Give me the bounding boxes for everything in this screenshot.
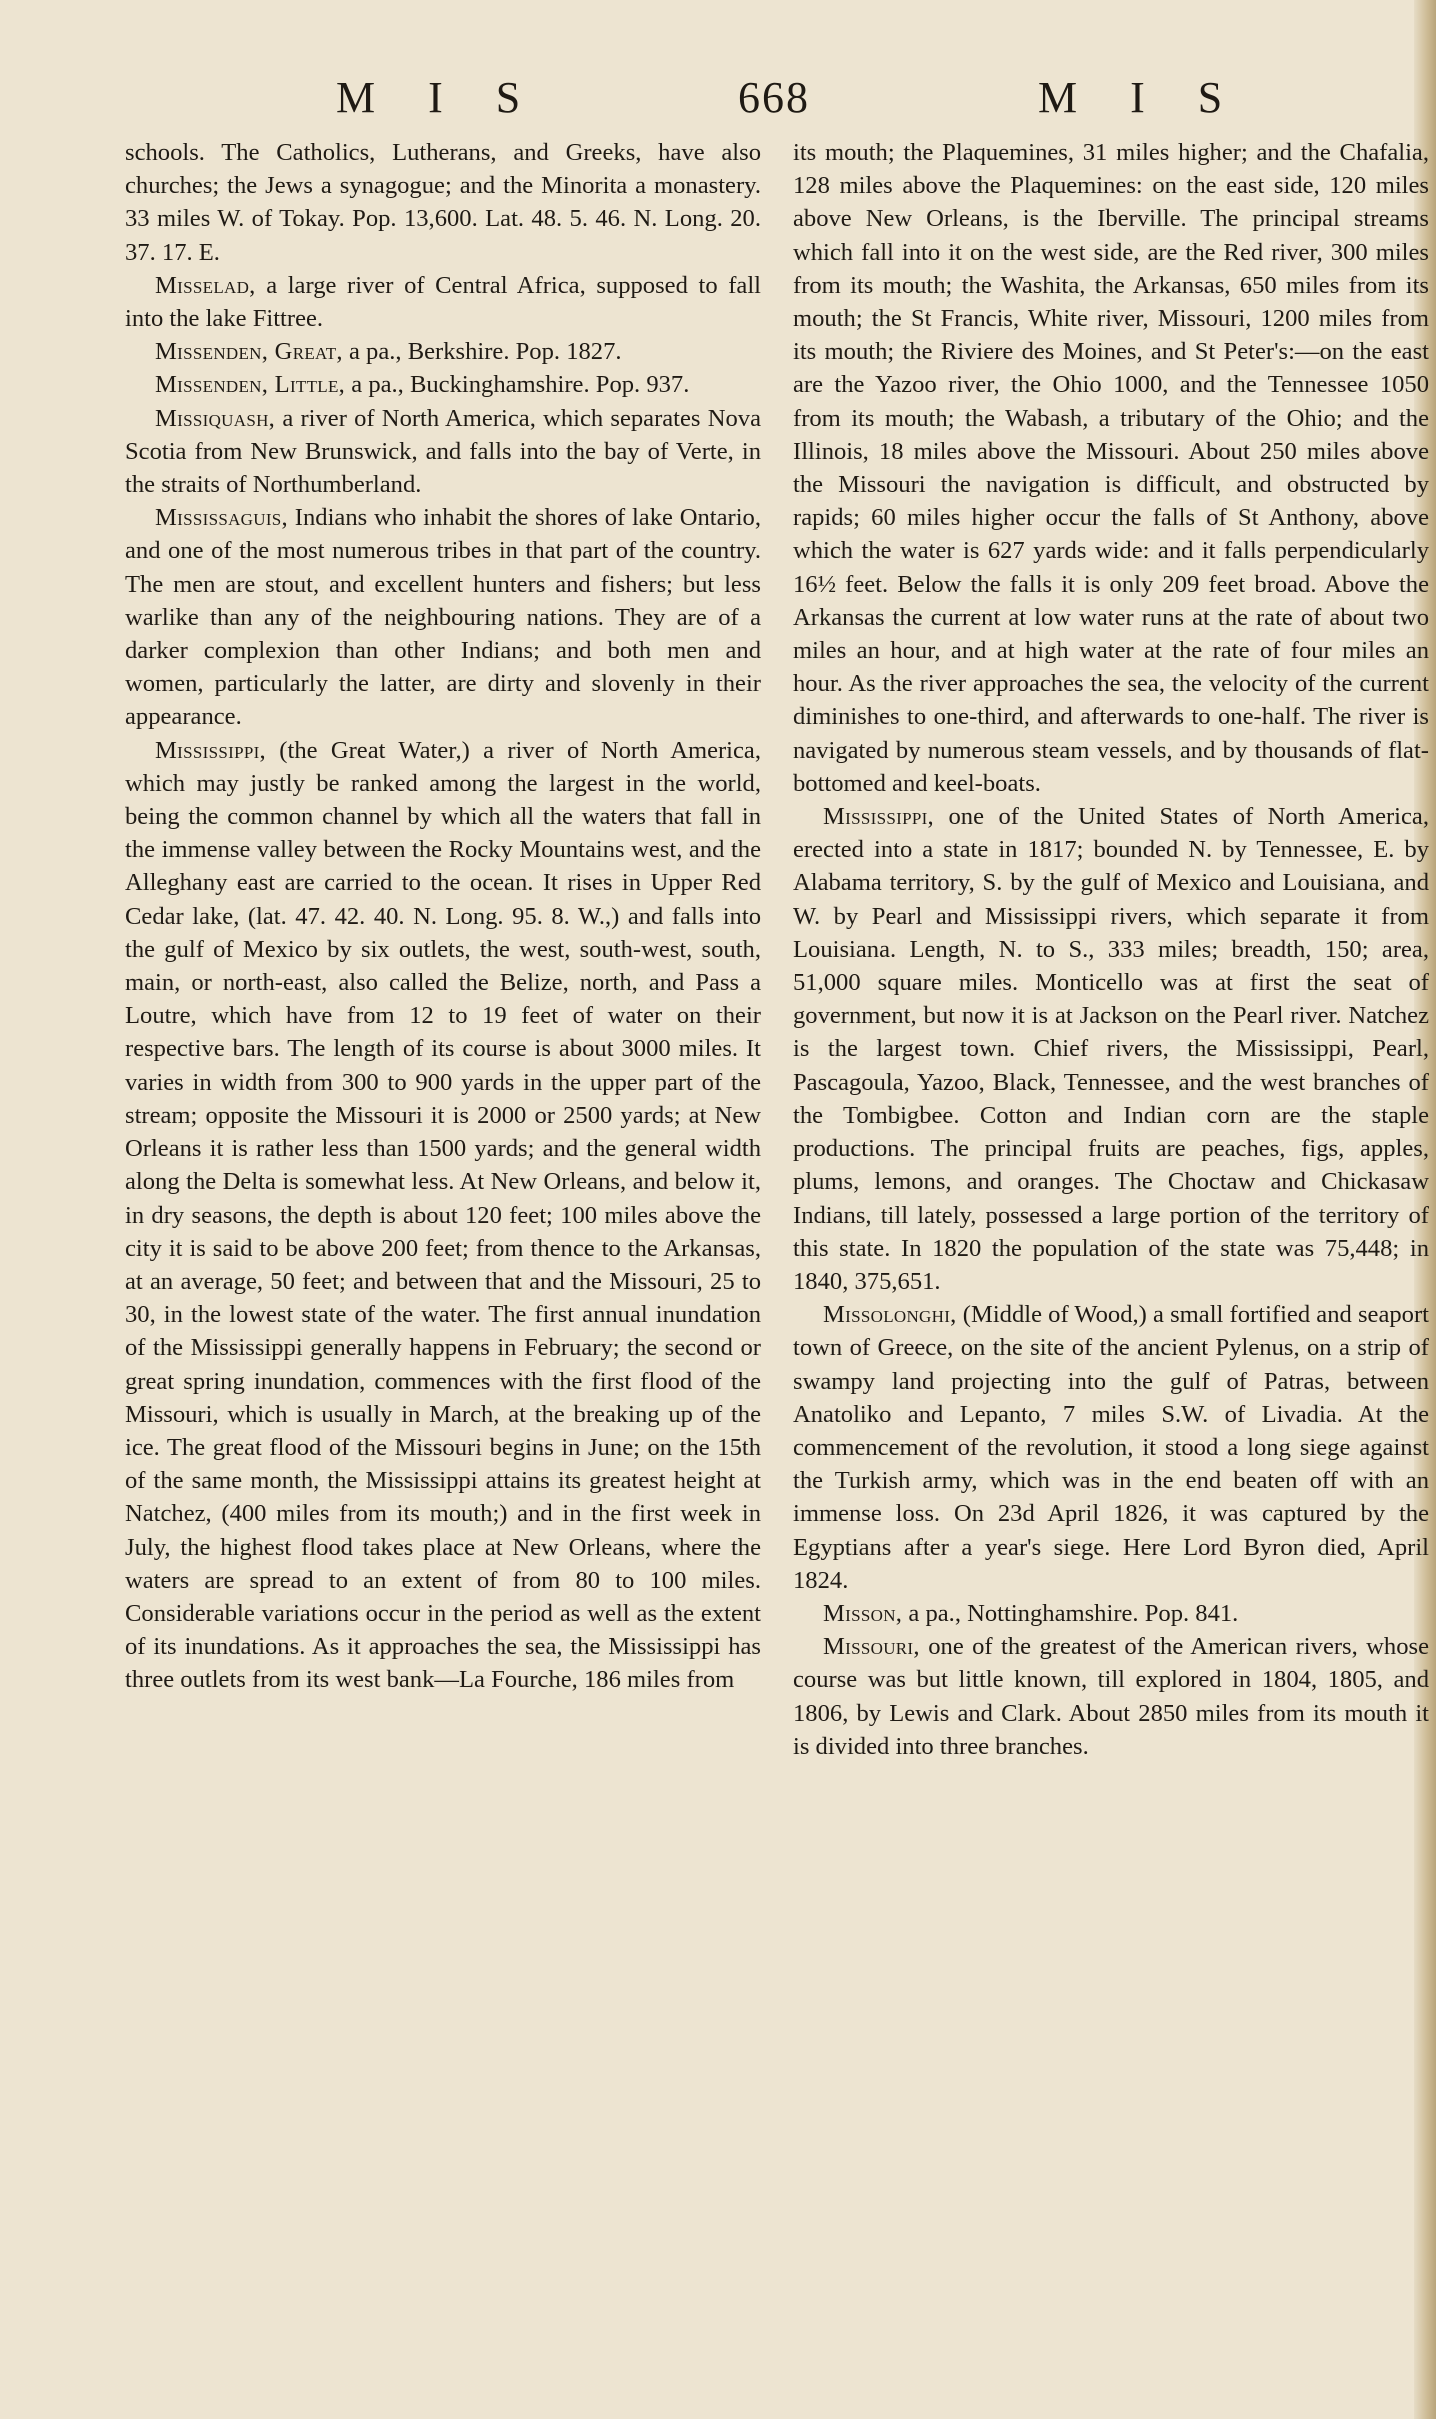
entry-misselad <box>125 269 761 335</box>
entry-headword: Mississippi, <box>823 803 934 831</box>
entry-headword: Mississippi, <box>155 736 266 764</box>
page-number: 668 <box>738 73 810 122</box>
entry-missenden-little <box>125 368 761 401</box>
entry-headword: Misselad, <box>155 271 256 299</box>
right-column <box>793 136 1429 1763</box>
entry-text: a pa., Nottinghamshire. Pop. 841. <box>902 1599 1239 1627</box>
entry-missolonghi <box>793 1298 1429 1597</box>
entry-missenden-great <box>125 335 761 368</box>
entry-headword: Missolonghi, <box>823 1301 957 1329</box>
entry-text: its mouth; the Plaquemines, 31 miles higher; and the Chafalia, 128 miles above the Plaquemines: on the east side, 120 miles above New Orleans, is the Iberville. The principal streams which fall into it on the west side, are the Red river, 300 miles from its mouth; the Washita, the Arkansas, 650 miles from its mouth; the St Francis, White river, Missouri, 1200 miles from its mouth; the Riviere des Moines, and St Peter's:—on the east are the Yazoo river, the Ohio 1000, and the Tennessee 1050 from its mouth; the Wabash, a tributary of the Ohio; and the Illinois, 18 miles above the Missouri. About 250 miles above the Missouri the navigation is difficult, and obstructed by rapids; 60 miles higher occur the falls of St Anthony, above which the water is 627 yards wide: and it falls perpendicularly 16½ feet. Below the falls it is only 209 feet broad. Above the Arkansas the current at low water runs at the rate of about two miles an hour, and at high water at the rate of four miles an hour. As the river approaches the sea, the velocity of the current diminishes to one-third, and afterwards to one-half. The river is navigated by numerous steam vessels, and by thousands of flat-bottomed and keel-boats. <box>793 139 1429 797</box>
entry-text: Indians who inhabit the shores of lake Ontario, and one of the most numerous tribes in that part of the country. The men are stout, and excellent hunters and fishers; but less warlike than any of the neighbouring nations. They are of a darker complexion than other Indians; and both men and women, particularly the latter, are dirty and slovenly in their appearance. <box>125 504 761 731</box>
entry-mississippi-state <box>793 800 1429 1298</box>
entry-headword: Missouri, <box>823 1633 920 1661</box>
entry-text: one of the greatest of the American rivers, whose course was but little known, till explored in 1804, 1805, and 1806, by Lewis and Clark. About 2850 miles from its mouth it is divided into three branches. <box>793 1633 1429 1760</box>
entry-text: a pa., Berkshire. Pop. 1827. <box>342 338 622 366</box>
left-column <box>125 136 761 1697</box>
entry-headword: Misson, <box>823 1599 903 1627</box>
entry-headword: Mississaguis, <box>155 504 289 532</box>
entry-continuation <box>793 136 1429 800</box>
running-head <box>0 72 1436 132</box>
entry-headword: Missiquash, <box>155 404 276 432</box>
entry-text: a pa., Buckinghamshire. Pop. 937. <box>345 371 690 399</box>
entry-text: a river of North America, which separates Nova Scotia from New Brunswick, and falls into the bay of Verte, in the straits of Northumberland. <box>125 404 761 499</box>
entry-mississippi-river <box>125 734 761 1697</box>
entry-text: (the Great Water,) a river of North America, which may justly be ranked among the largest in the world, being the common channel by which all the waters that fall in the immense valley between the Rocky Mountains west, and the Alleghany east are carried to the ocean. It rises in Upper Red Cedar lake, (lat. 47. 42. 40. N. Long. 95. 8. W.,) and falls into the gulf of Mexico by six outlets, the west, south-west, south, main, or north-east, also called the Belize, north, and Pass a Loutre, which have from 12 to 19 feet of water on their respective bars. The length of its course is about 3000 miles. It varies in width from 300 to 900 yards in the upper part of the stream; opposite the Missouri it is 2000 or 2500 yards; at New Orleans it is rather less than 1500 yards; and the general width along the Delta is somewhat less. At New Orleans, and below it, in dry seasons, the depth is about 120 feet; 100 miles above the city it is said to be above 200 feet; from thence to the Arkansas, at an average, 50 feet; and between that and the Missouri, 25 to 30, in the lowest state of the water. The first annual inundation of the Mississippi generally happens in February; the second or great spring inundation, commences with the first flood of the Missouri, which is usually in March, at the breaking up of the ice. The great flood of the Missouri begins in June; on the 15th of the same month, the Mississippi attains its greatest height at Natchez, (400 miles from its mouth;) and in the first week in July, the highest flood takes place at New Orleans, where the waters are spread to an extent of from 80 to 100 miles. Considerable variations occur in the period as well as the extent of its inundations. As it approaches the sea, the Mississippi has three outlets from its west bank—La Fourche, 186 miles from <box>125 736 761 1694</box>
entry-missiquash <box>125 402 761 502</box>
entry-misson <box>793 1597 1429 1630</box>
entry-text: schools. The Catholics, Lutherans, and Greeks, have also churches; the Jews a synagogue; and the Minorita a monastery. 33 miles W. of Tokay. Pop. 13,600. Lat. 48. 5. 46. N. Long. 20. 37. 17. E. <box>125 139 761 266</box>
entry-headword: Missenden, Great, <box>155 338 343 366</box>
entry-mississaguis <box>125 501 761 733</box>
entry-missouri <box>793 1630 1429 1763</box>
entry-text: one of the United States of North America, erected into a state in 1817; bounded N. by Tennessee, E. by Alabama territory, S. by the gulf of Mexico and Louisiana, and W. by Pearl and Mississippi rivers, which separate it from Louisiana. Length, N. to S., 333 miles; breadth, 150; area, 51,000 square miles. Monticello was at first the seat of government, but now it is at Jackson on the Pearl river. Natchez is the largest town. Chief rivers, the Mississippi, Pearl, Pascagoula, Yazoo, Black, Tennessee, and the west branches of the Tombigbee. Cotton and Indian corn are the staple productions. The principal fruits are peaches, figs, apples, plums, lemons, and oranges. The Choctaw and Chickasaw Indians, till lately, possessed a large portion of the territory of this state. In 1820 the population of the state was 75,448; in 1840, 375,651. <box>793 803 1429 1295</box>
running-head-left: M I S <box>336 73 523 122</box>
entry-text: (Middle of Wood,) a small fortified and seaport town of Greece, on the site of the ancient Pylenus, on a strip of swampy land projecting into the gulf of Patras, between Anatoliko and Lepanto, 7 miles S.W. of Livadia. At the commencement of the revolution, it stood a long siege against the Turkish army, which was in the end beaten off with an immense loss. On 23d April 1826, it was captured by the Egyptians after a year's siege. Here Lord Byron died, April 1824. <box>793 1301 1429 1594</box>
entry-headword: Missenden, Little, <box>155 371 346 399</box>
running-head-right: M I S <box>1038 73 1225 122</box>
entry-text: a large river of Central Africa, supposed to fall into the lake Fittree. <box>125 271 761 333</box>
entry-continuation <box>125 136 761 269</box>
